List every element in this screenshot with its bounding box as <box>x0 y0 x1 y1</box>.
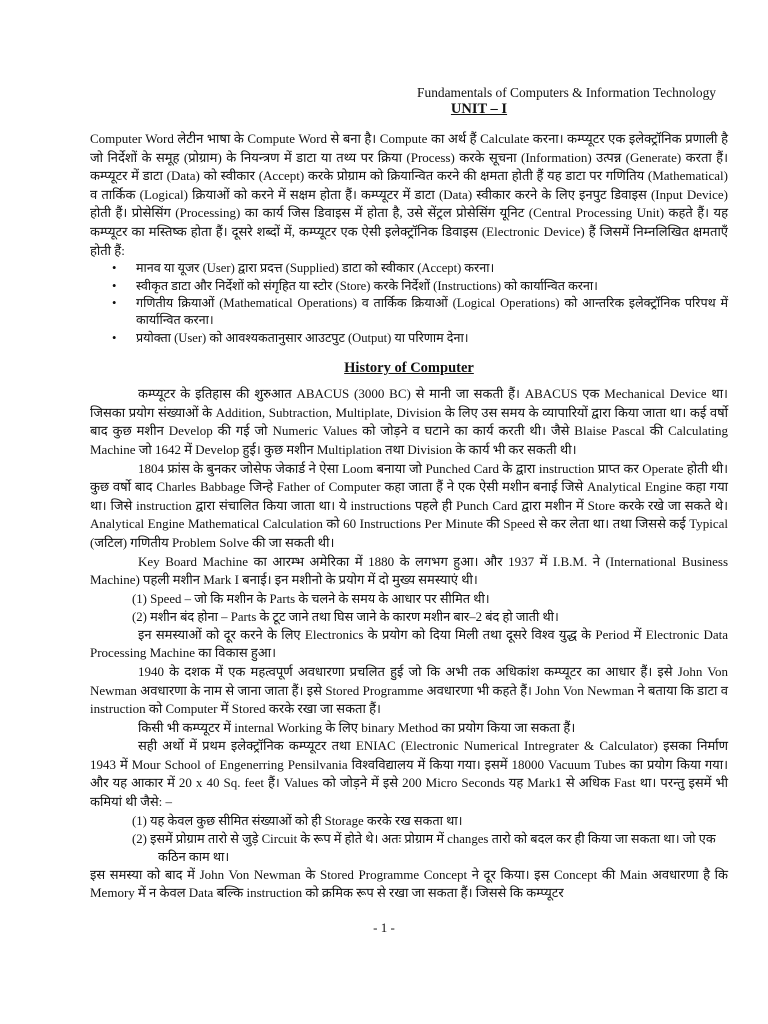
bullet-text: मानव या यूजर (User) द्वारा प्रदत्त (Supplied) डाटा को स्वीकार (Accept) करना। <box>136 261 495 276</box>
bullet-icon: • <box>112 330 117 345</box>
history-paragraph: कम्प्यूटर के इतिहास की शुरुआत ABACUS (3000 BC) से मानी जा सकती हैं। ABACUS एक Mechanical Device था। जिसका प्रयोग संख्याओं के Addition, Subtraction, Multiplate, Division के लिए उस समय के व्यापारियों द्वारा किया जाता था। कई वर्षो बाद कुछ मशीन Develop की गई जो Numeric Values को जोड़ने व घटाने का कार्य करती थी। जैसे Blaise Pascal की Calculating Machine जो 1642 में Develop हुई। कुछ मशीन Multiplation तथा Division के कार्य भी कर सकती थी। <box>90 386 728 457</box>
history-paragraph: 1804 फ्रांस के बुनकर जोसेफ जेकार्ड ने ऐसा Loom बनाया जो Punched Card के द्वारा instruction प्राप्त कर Operate होती थी। कुछ वर्षो बाद Charles Babbage जिन्हे Father of Computer कहा जाता हैं ने एक ऐसी मशीन बनाई जिसे Analytical Engine कहा गया था। जिसे instruction द्वारा संचालित किया जाता था। ये instructions पहले ही Punch Card द्वारा मशीन में Store करके रखे जा सकते थे। Analytical Engine Mathematical Calculation को 60 Instructions Per Minute की Speed से कर लेता था। तथा जिससे कई Typical (जटिल) गणितीय Problem Solve की जा सकती थी। <box>90 460 728 550</box>
problem-item: (2) मशीन बंद होना – Parts के टूट जाने तथा घिस जाने के कारण मशीन बार–2 बंद हो जाती थी। <box>132 609 559 624</box>
bullet-icon: • <box>112 295 117 310</box>
history-paragraph: Key Board Machine का आरम्भ अमेरिका में 1880 के लगभग हुआ। और 1937 में I.B.M. ने (International Business Machine) पहली मशीन Mark I बनाई। इन मशीनो के प्रयोग में दो मुख्य समस्याएं थी। <box>90 553 728 588</box>
intro-paragraph: Computer Word लेटीन भाषा के Compute Word से बना है। Compute का अर्थ हैं Calculate करना। कम्प्यूटर एक इलेक्ट्रॉनिक प्रणाली है जो निर्देशों के समूह (प्रोग्राम) के नियन्त्रण में डाटा या तथ्य पर क्रिया (Process) करके सूचना (Information) उत्पन्न (Generate) करता हैं। कम्प्यूटर में डाटा (Data) को स्वीकार (Accept) करके प्रोग्राम को क्रियान्वित करने की क्षमता होती हैं यह डाटा पर गणितिय (Mathematical) व तार्किक (Logical) क्रियाओं को करने में सक्षम होता हैं। कम्प्यूटर में डाटा (Data) स्वीकार करने के लिए इनपुट डिवाइस (Input Device) होती हैं। प्रोसेसिंग (Processing) का कार्य जिस डिवाइस में होता है, उसे सेंट्रल प्रोसेसिंग यूनिट (Central Processing Unit) कहते हैं। यह कम्प्यूटर का मस्तिष्क होता हैं। दूसरे शब्दों में, कम्प्यूटर एक ऐसी इलेक्ट्रॉनिक डिवाइस (Electronic Device) हैं जिसमें निम्नलिखित क्षमताएँ होती हैं: <box>90 131 728 258</box>
history-paragraph: किसी भी कम्प्यूटर में internal Working के लिए binary Method का प्रयोग किया जा सकता हैं। <box>138 719 576 735</box>
history-paragraph: इस समस्या को बाद में John Von Newman के Stored Programme Concept ने दूर किया। इस Concept की Main अवधारणा है कि Memory में न केवल Data बल्कि instruction को क्रमिक रूप से रखा जा सकता हैं। जिससे कि कम्प्यूटर <box>90 866 728 901</box>
bullet-text: गणितीय क्रियाओं (Mathematical Operations) व तार्किक क्रियाओं (Logical Operations) को आन्तरिक इलेक्ट्रॉनिक परिपथ में कार्यान्वित करना। <box>136 295 728 328</box>
capabilities-list <box>90 260 728 347</box>
bullet-icon: • <box>112 278 117 293</box>
limitation-item: (2) इसमें प्रोग्राम तारो से जुड़े Circuit के रूप में होते थे। अतः प्रोग्राम में changes तारो को बदल कर ही किया जा सकता था। जो एक कठिन काम था। <box>132 831 716 864</box>
history-paragraph: इन समस्याओं को दूर करने के लिए Electronics के प्रयोग को दिया मिली तथा दूसरे विश्व युद्ध के Period में Electronic Data Processing Machine का विकास हुआ। <box>90 626 728 661</box>
section-title-history: History of Computer <box>344 360 474 377</box>
history-paragraph: सही अर्थो में प्रथम इलेक्ट्रॉनिक कम्प्यूटर तथा ENIAC (Electronic Numerical Intregrater & Calculator) इसका निर्माण 1943 में Mour School of Engenerring Pensilvania विश्वविद्यालय में किया गया। इसमें 18000 Vacuum Tubes का प्रयोग किया गया। और यह आकार में 20 x 40 Sq. feet हैं। Values को जोड़ने में इसे 200 Micro Seconds यह Mark1 से अधिक Fast था। परन्तु इसमें भी कमियां थी जैसे: – <box>90 738 728 810</box>
problem-item: (1) Speed – जो कि मशीन के Parts के चलने के समय के आधार पर सीमित थी। <box>132 591 490 606</box>
list-item <box>112 330 728 347</box>
bullet-text: स्वीकृत डाटा और निर्देशों को संगृहित या स्टोर (Store) करके निर्देशों (Instructions) को कार्यान्वित करना। <box>136 278 598 293</box>
limitation-item: (1) यह केवल कुछ सीमित संख्याओं को ही Storage करके रख सकता था। <box>132 813 463 828</box>
list-item <box>112 278 728 295</box>
list-item <box>112 295 728 330</box>
bullet-text: प्रयोक्ता (User) को आवश्यकतानुसार आउटपुट (Output) या परिणाम देना। <box>136 330 469 345</box>
bullet-icon: • <box>112 261 117 276</box>
history-paragraph: 1940 के दशक में एक महत्वपूर्ण अवधारणा प्रचलित हुई जो कि अभी तक अधिकांश कम्प्यूटर का आधार हैं। इसे John Von Newman अवधारणा के नाम से जाना जाता हैं। इसे Stored Programme अवधारणा भी कहते हैं। John Von Newman ने बताया कि डाटा व instruction को Computer में Stored करके रखा जा सकता हैं। <box>90 663 728 717</box>
course-title: Fundamentals of Computers & Information Technology <box>417 85 716 100</box>
list-item <box>112 260 728 277</box>
unit-title: UNIT – I <box>450 101 508 117</box>
page-number: - 1 - <box>373 920 395 935</box>
document-page <box>90 84 728 903</box>
